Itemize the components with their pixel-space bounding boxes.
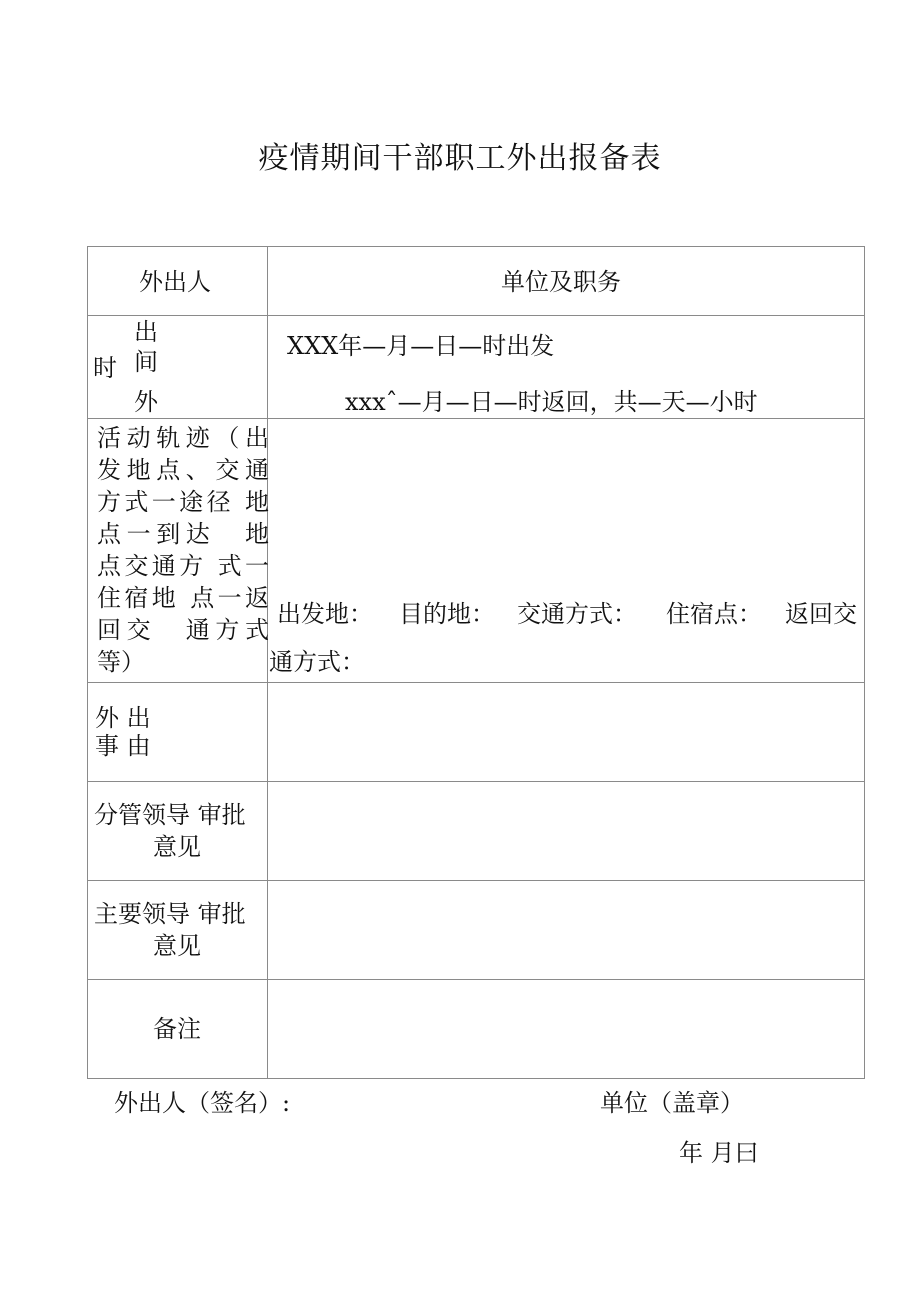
time-label-char: 外 [134,388,158,416]
report-form-table [87,246,865,1079]
table-border-bottom [87,1078,865,1079]
row-divider [87,418,865,419]
table-border-right [864,246,865,1079]
departure-time-text: XXX年—月—日—时出发 [287,332,555,360]
time-label-char: 间 [134,348,158,376]
destination-label: 目的地： [399,600,495,628]
time-label-char: 时 [93,354,117,382]
route-label [97,422,269,678]
return-transport-label: 返回交 [785,600,857,628]
row-divider [87,979,865,980]
time-label-char: 出 [134,318,158,346]
form-title: 疫情期间干部职工外出报备表 [258,141,662,176]
return-transport-label-cont: 通方式： [269,648,365,676]
route-label-line: 等） [97,648,145,676]
seal-label: 单位（盖章） [600,1089,744,1117]
remarks-label: 备注 [153,1015,201,1043]
supervisor-approval-label: 分管领导 审批 [94,801,246,829]
departure-place-label: 出发地： [277,600,373,628]
unit-position-label: 单位及职务 [501,268,621,296]
leader-approval-label-cont: 意见 [153,932,201,960]
route-label-line: 住宿地 点一返 [97,584,269,612]
lodging-label: 住宿点： [666,600,762,628]
table-border-left [87,246,88,1079]
leader-approval-label: 主要领导 审批 [94,900,246,928]
row-divider [87,781,865,782]
reason-label-line: 事 由 [95,732,151,760]
route-label-line: 活动轨迹（出 [97,424,269,452]
return-time-text: xxxˆ—月—日—时返回，共—天—小时 [345,388,758,416]
supervisor-approval-label-cont: 意见 [153,833,201,861]
transport-mode-label: 交通方式： [517,600,637,628]
person-label: 外出人 [139,268,211,296]
date-label: 年 月曰 [679,1139,759,1167]
route-label-line: 点一到达 地 [97,520,269,548]
row-divider [87,315,865,316]
reason-label-line: 外 出 [95,704,151,732]
signature-label: 外出人（签名）: [114,1089,291,1117]
route-label-line: 点交通方 式一 [97,552,269,580]
table-border-top [87,246,865,247]
route-label-line: 方式一途径 地 [97,488,269,516]
row-divider [87,682,865,683]
row-divider [87,880,865,881]
route-label-line: 回交 通方式 [97,616,269,644]
route-label-line: 发地点、交通 [97,456,269,484]
